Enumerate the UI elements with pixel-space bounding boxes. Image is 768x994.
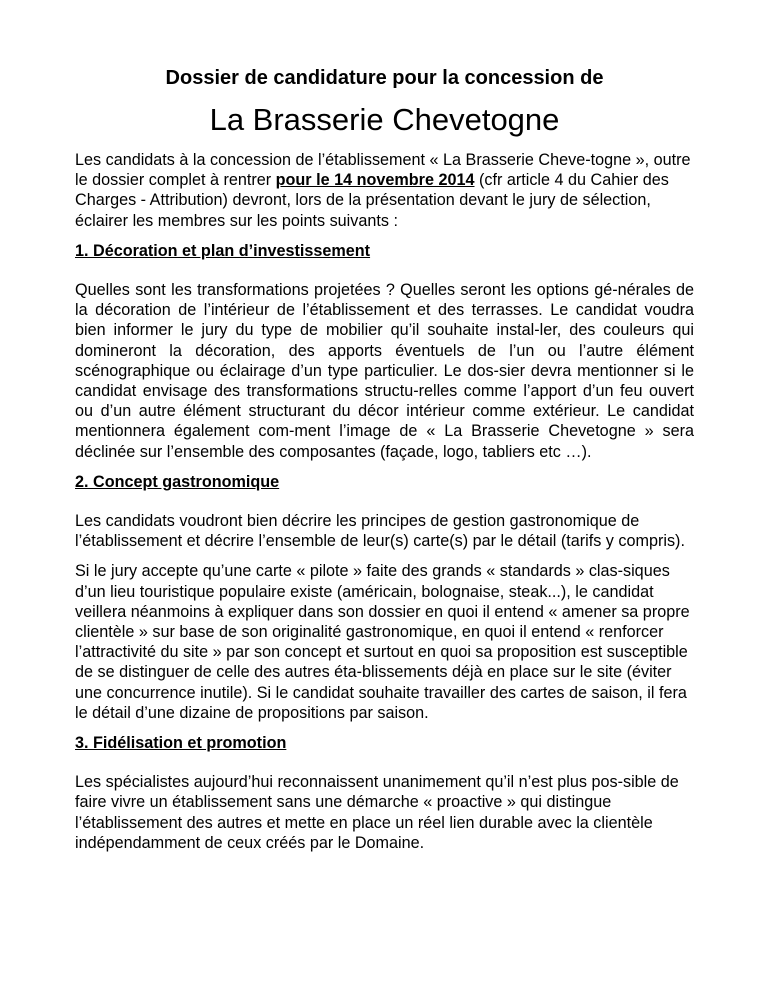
section-heading-gastronomy: 2. Concept gastronomique [75, 472, 280, 491]
document-subtitle: Dossier de candidature pour la concession de [165, 67, 604, 89]
deadline-text: pour le 14 novembre 2014 [275, 171, 475, 190]
section-paragraph-decoration: Quelles sont les transformations projetées ? Quelles seront les options gé-nérales de la décoration de l’intérieur de l’établissement et des terrasses. Le candidat voudra bien informer le jury du type de mobilier qu’il souhaite instal-ler, des couleurs qui domineront la décoration, des apports éventuels de l’un ou l’autre élément scénographique ou éclairage d’un type particulier. Le dos-sier devra mentionner si le candidat envisage des transformations structu-relles comme l’apport d’un feu ouvert ou d’un autre élément structurant du décor intérieur comme extérieur. Le candidat mentionnera également com-ment l’image de « La Brasserie Chevetogne » sera déclinée sur l’ensemble des composantes (façade, logo, tabliers etc …). [75, 281, 694, 461]
intro-paragraph [75, 150, 694, 231]
section-paragraph-gastronomy-2: Si le jury accepte qu’une carte « pilote » faite des grands « standards » clas-siques d’un lieu touristique populaire existe (américain, bolognaise, steak...), le candidat veillera néanmoins à expliquer dans son dossier en quoi il entend « amener sa propre clientèle » sur base de son originalité gastronomique, en quoi il entend « renforcer l’attractivité du site » par son concept et surtout en quoi sa proposition est susceptible de se distinguer de celle des autres éta-blissements déjà en place sur le site (éviter une concurrence inutile). Si le candidat souhaite travailler des cartes de saison, il fera le détail d’une dizaine de propositions par saison. [75, 562, 690, 722]
section-paragraph-promotion: Les spécialistes aujourd’hui reconnaissent unanimement qu’il n’est plus pos-sible de faire vivre un établissement sans une démarche « proactive » qui distingue l’établissement des autres et mette en place un réel lien durable avec la clientèle indépendamment de ceux créés par le Domaine. [75, 773, 679, 852]
intro-text-end: (cfr article 4 du Cahier des Charges - Attribution) devront, lors de la présentation devant le jury de sélection, éclairer les membres sur les points suivants : [75, 171, 669, 230]
section-heading-promotion: 3. Fidélisation et promotion [75, 734, 287, 753]
section-heading-decoration: 1. Décoration et plan d’investissement [75, 241, 371, 260]
intro-text-start: Les candidats à la concession de l’établissement « La Brasserie Cheve-togne », outre le dossier complet à rentrer [75, 151, 691, 190]
section-paragraph-gastronomy-1: Les candidats voudront bien décrire les principes de gestion gastronomique de l’établissement et décrire l’ensemble de leur(s) carte(s) par le détail (tarifs y compris). [75, 512, 685, 551]
document-title: La Brasserie Chevetogne [209, 102, 560, 137]
